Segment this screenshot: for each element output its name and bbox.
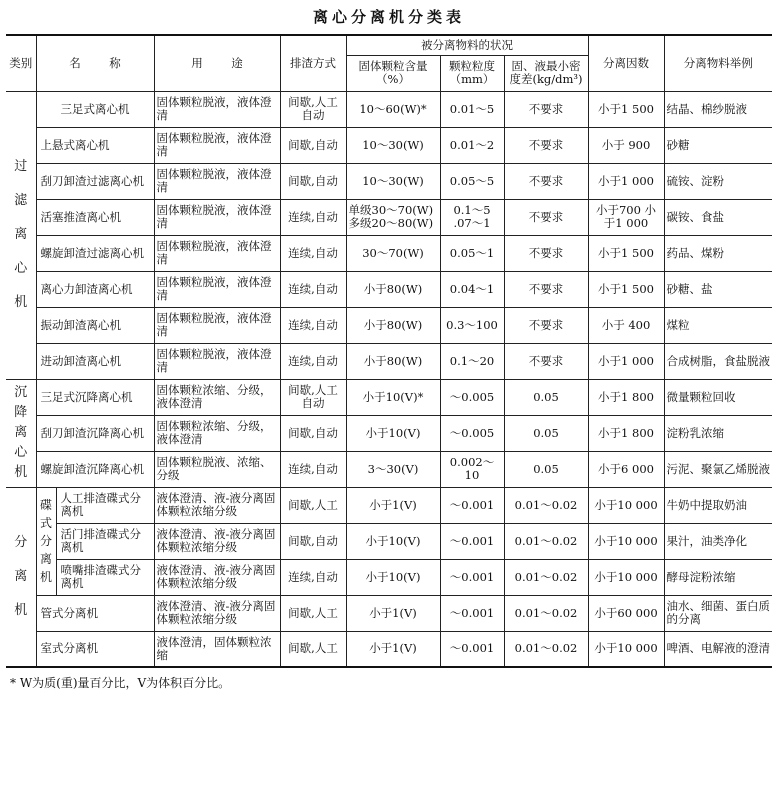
row-discharge: 间歇,人工 [280,595,346,631]
row-name: 喷嘴排渣碟式分离机 [56,559,154,595]
row-density: 不要求 [504,127,588,163]
row-factor: 小于10 000 [588,523,664,559]
row-size: 0.01～5 [440,91,504,127]
row-size: 0.002～10 [440,451,504,487]
row-use: 固体颗粒脱液，液体澄清 [154,343,280,379]
table-row [6,487,772,523]
footnote: * W为质(重)量百分比，V为体积百分比。 [10,676,231,690]
row-factor: 小于1 500 [588,235,664,271]
row-factor: 小于 400 [588,307,664,343]
row-discharge: 间歇,自动 [280,127,346,163]
row-solid: 小于1(V) [346,631,440,667]
row-solid: 单级30～70(W) 多级20～80(W) [346,199,440,235]
row-size: 0.05～5 [440,163,504,199]
row-example: 药品、煤粉 [664,235,772,271]
row-size: 0.01～2 [440,127,504,163]
row-solid: 小于80(W) [346,307,440,343]
row-example: 碳铵、食盐 [664,199,772,235]
row-name: 离心力卸渣离心机 [36,271,154,307]
row-size: 0.05～1 [440,235,504,271]
row-example: 硫铵、淀粉 [664,163,772,199]
table-row [6,595,772,631]
table-row [6,163,772,199]
row-factor: 小于10 000 [588,487,664,523]
header-examples: 分离物料举例 [664,35,772,91]
row-factor: 小于60 000 [588,595,664,631]
row-factor: 小于10 000 [588,559,664,595]
table-row [6,91,772,127]
row-size: ～0.001 [440,559,504,595]
row-density: 0.01～0.02 [504,595,588,631]
row-example: 微量颗粒回收 [664,379,772,415]
row-size: ～0.001 [440,595,504,631]
row-density: 不要求 [504,343,588,379]
row-example: 结晶、棉纱脱液 [664,91,772,127]
row-use: 固体颗粒浓缩、分级，液体澄清 [154,379,280,415]
header-category: 类别 [6,35,36,91]
table-row [6,379,772,415]
table-row [6,631,772,667]
row-solid: 10～30(W) [346,127,440,163]
row-name: 管式分离机 [36,595,154,631]
row-solid: 小于10(V)* [346,379,440,415]
table-row [6,307,772,343]
row-factor: 小于700 小于1 000 [588,199,664,235]
row-factor: 小于6 000 [588,451,664,487]
row-use: 液体澄清、液-液分离固体颗粒浓缩分级 [154,559,280,595]
row-use: 固体颗粒浓缩、分级，液体澄清 [154,415,280,451]
row-example: 酵母淀粉浓缩 [664,559,772,595]
header-name: 名 称 [36,35,154,91]
row-solid: 小于80(W) [346,271,440,307]
header-use: 用 途 [154,35,280,91]
table-row [6,199,772,235]
row-size: 0.1～5 .07～1 [440,199,504,235]
row-density: 0.05 [504,379,588,415]
row-example: 砂糖、盐 [664,271,772,307]
table-row [6,523,772,559]
row-use: 液体澄清、液-液分离固体颗粒浓缩分级 [154,595,280,631]
row-discharge: 连续,自动 [280,307,346,343]
row-name: 人工排渣碟式分离机 [56,487,154,523]
row-factor: 小于1 500 [588,91,664,127]
row-factor: 小于1 500 [588,271,664,307]
centrifuge-classification-table [6,34,772,668]
row-factor: 小于10 000 [588,631,664,667]
row-size: ～0.005 [440,379,504,415]
row-example: 淀粉乳浓缩 [664,415,772,451]
table-row [6,127,772,163]
row-density: 不要求 [504,163,588,199]
row-discharge: 间歇,人工自动 [280,91,346,127]
row-use: 固体颗粒脱液，液体澄清 [154,235,280,271]
row-discharge: 连续,自动 [280,199,346,235]
row-size: ～0.005 [440,415,504,451]
row-name: 室式分离机 [36,631,154,667]
row-example: 油水、细菌、蛋白质的分离 [664,595,772,631]
header-discharge: 排渣方式 [280,35,346,91]
row-size: 0.04～1 [440,271,504,307]
table-row [6,451,772,487]
row-name: 上悬式离心机 [36,127,154,163]
category-sediment: 沉降离心机 [6,379,36,487]
row-solid: 10～30(W) [346,163,440,199]
row-discharge: 间歇,自动 [280,163,346,199]
row-name: 进动卸渣离心机 [36,343,154,379]
table-row [6,271,772,307]
header-particle-size: 颗粒粒度（mm） [440,55,504,91]
table-title: 离心分离机分类表 [312,8,465,26]
row-discharge: 连续,自动 [280,343,346,379]
row-name: 三足式沉降离心机 [36,379,154,415]
row-discharge: 连续,自动 [280,235,346,271]
row-use: 固体颗粒脱液，液体澄清 [154,307,280,343]
row-use: 固体颗粒脱液，液体澄清 [154,163,280,199]
row-name: 振动卸渣离心机 [36,307,154,343]
row-density: 0.05 [504,415,588,451]
row-name: 活门排渣碟式分离机 [56,523,154,559]
row-discharge: 间歇,人工 [280,487,346,523]
row-example: 果汁，油类净化 [664,523,772,559]
row-size: ～0.001 [440,487,504,523]
header-material-state: 被分离物料的状况 [346,35,588,55]
row-name: 刮刀卸渣沉降离心机 [36,415,154,451]
row-density: 不要求 [504,235,588,271]
row-density: 0.01～0.02 [504,631,588,667]
header-solid-content: 固体颗粒含量（%） [346,55,440,91]
row-solid: 小于10(V) [346,415,440,451]
row-size: ～0.001 [440,631,504,667]
row-name: 螺旋卸渣沉降离心机 [36,451,154,487]
row-size: 0.3～100 [440,307,504,343]
header-factor: 分离因数 [588,35,664,91]
row-solid: 小于10(V) [346,559,440,595]
row-density: 0.01～0.02 [504,523,588,559]
row-example: 啤酒、电解液的澄清 [664,631,772,667]
row-density: 0.05 [504,451,588,487]
row-solid: 小于1(V) [346,487,440,523]
row-discharge: 连续,自动 [280,451,346,487]
row-discharge: 间歇,人工自动 [280,379,346,415]
table-row [6,235,772,271]
row-size: 0.1～20 [440,343,504,379]
row-factor: 小于1 000 [588,343,664,379]
row-example: 煤粒 [664,307,772,343]
row-factor: 小于1 000 [588,163,664,199]
row-density: 不要求 [504,91,588,127]
row-density: 0.01～0.02 [504,559,588,595]
row-factor: 小于 900 [588,127,664,163]
row-density: 不要求 [504,307,588,343]
row-use: 液体澄清、液-液分离固体颗粒浓缩分级 [154,487,280,523]
category-separator: 分离机 [6,487,36,667]
row-example: 牛奶中提取奶油 [664,487,772,523]
row-name: 螺旋卸渣过滤离心机 [36,235,154,271]
row-discharge: 连续,自动 [280,271,346,307]
row-name: 三足式离心机 [36,91,154,127]
row-example: 合成树脂，食盐脱液 [664,343,772,379]
header-density-diff: 固、液最小密度差(kg/dm³) [504,55,588,91]
row-solid: 小于1(V) [346,595,440,631]
row-factor: 小于1 800 [588,379,664,415]
table-row [6,415,772,451]
row-example: 砂糖 [664,127,772,163]
table-row [6,559,772,595]
row-use: 固体颗粒脱液，液体澄清 [154,127,280,163]
row-solid: 小于10(V) [346,523,440,559]
row-name: 活塞推渣离心机 [36,199,154,235]
row-discharge: 间歇,人工 [280,631,346,667]
row-solid: 3～30(V) [346,451,440,487]
category-filter: 过滤离心机 [6,91,36,379]
row-factor: 小于1 800 [588,415,664,451]
row-discharge: 间歇,自动 [280,415,346,451]
row-use: 固体颗粒脱液，液体澄清 [154,91,280,127]
row-use: 液体澄清，固体颗粒浓缩 [154,631,280,667]
row-use: 固体颗粒脱液，液体澄清 [154,271,280,307]
row-solid: 10～60(W)* [346,91,440,127]
row-density: 不要求 [504,271,588,307]
row-use: 固体颗粒脱液，液体澄清 [154,199,280,235]
row-density: 不要求 [504,199,588,235]
row-size: ～0.001 [440,523,504,559]
row-discharge: 间歇,自动 [280,523,346,559]
row-name: 刮刀卸渣过滤离心机 [36,163,154,199]
row-solid: 小于80(W) [346,343,440,379]
row-use: 固体颗粒脱液、浓缩、分级 [154,451,280,487]
category-disc: 碟式分离机 [36,487,56,595]
table-row [6,343,772,379]
row-example: 污泥、聚氯乙烯脱液 [664,451,772,487]
row-density: 0.01～0.02 [504,487,588,523]
row-use: 液体澄清、液-液分离固体颗粒浓缩分级 [154,523,280,559]
row-discharge: 连续,自动 [280,559,346,595]
row-solid: 30～70(W) [346,235,440,271]
